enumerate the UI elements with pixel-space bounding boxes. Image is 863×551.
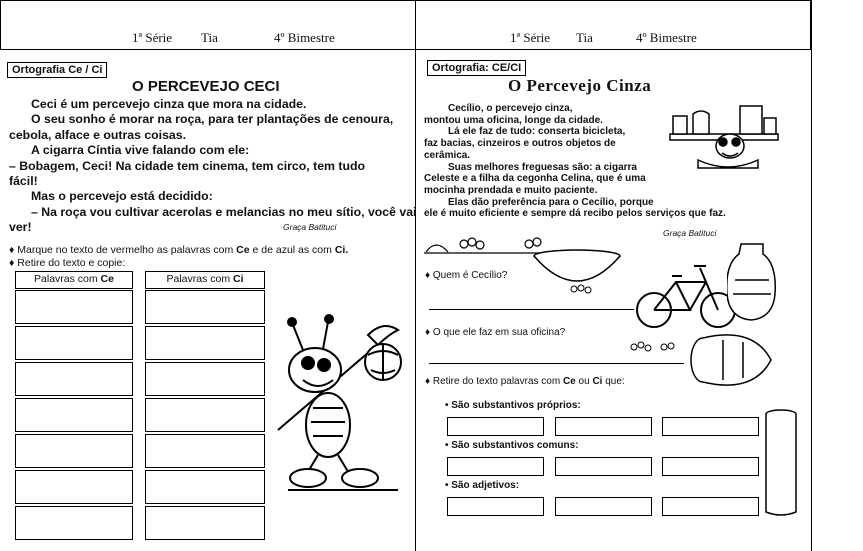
bicycle-illustration bbox=[634, 254, 738, 334]
header-serie-right: 1ª Série bbox=[510, 30, 551, 45]
question-text: que: bbox=[605, 376, 625, 387]
answer-cell-ce[interactable] bbox=[15, 398, 133, 432]
header-tia-right: Tia bbox=[576, 30, 593, 45]
percevejo-ceci-illustration bbox=[268, 300, 408, 495]
left-story bbox=[9, 97, 416, 236]
right-story-line: montou uma oficina, longe da cidade. bbox=[424, 114, 603, 126]
answer-cell-ce[interactable] bbox=[15, 434, 133, 468]
answer-cell-ce[interactable] bbox=[15, 290, 133, 324]
page-divider bbox=[415, 0, 416, 551]
flowers-decoration-2 bbox=[424, 283, 634, 295]
right-story-line: Elas dão preferência para o Cecílio, porque bbox=[448, 196, 654, 208]
answer-cell-ce[interactable] bbox=[15, 362, 133, 396]
right-author: Graça Batituci bbox=[663, 228, 717, 238]
left-story-line: Mas o percevejo está decidido: bbox=[31, 189, 213, 204]
bullet: ♦ bbox=[9, 257, 15, 269]
left-story-line: – Na roça vou cultivar acerolas e melancias no meu sítio, você vai bbox=[31, 204, 417, 219]
instr-ce: Ce bbox=[236, 244, 250, 256]
answer-cell-ce[interactable] bbox=[15, 470, 133, 504]
right-story-line: cerâmica. bbox=[424, 149, 471, 161]
left-author: Graça Batituci bbox=[283, 222, 337, 232]
workshop-shelf-illustration bbox=[668, 96, 783, 181]
instr-text: e de azul as com bbox=[252, 244, 332, 256]
answer-line-2[interactable] bbox=[429, 363, 684, 364]
right-story-line: Celeste e a filha da cegonha Celina, que é uma bbox=[424, 173, 646, 185]
right-topic-tag: Ortografia: CE/CI bbox=[427, 60, 526, 76]
left-story-line: cebola, alface e outras coisas. bbox=[9, 127, 187, 142]
left-story-line: Ceci é um percevejo cinza que mora na cidade. bbox=[31, 97, 307, 111]
tall-jar-illustration bbox=[762, 408, 800, 518]
answer-box-adjetivos[interactable] bbox=[662, 497, 759, 516]
answer-box-proprios[interactable] bbox=[555, 417, 652, 436]
bullet: ♦ bbox=[425, 376, 431, 387]
left-page-title: O PERCEVEJO CECI bbox=[132, 78, 280, 95]
header-bimestre-right: 4º Bimestre bbox=[636, 30, 697, 45]
bullet: ♦ bbox=[9, 244, 15, 256]
col-header-text: Palavras com bbox=[166, 273, 231, 285]
vase-illustration bbox=[727, 240, 777, 324]
answer-cell-ci[interactable] bbox=[145, 398, 265, 432]
question-text: Quem é Cecílio? bbox=[432, 270, 508, 281]
bullet: ♦ bbox=[425, 327, 431, 338]
q3-ce: Ce bbox=[562, 376, 576, 387]
instr-ci: Ci bbox=[334, 244, 346, 256]
answer-box-adjetivos[interactable] bbox=[555, 497, 652, 516]
question-text: Retire do texto palavras com bbox=[432, 376, 561, 387]
answer-box-adjetivos[interactable] bbox=[447, 497, 544, 516]
question-2 bbox=[425, 327, 565, 338]
pot-illustration bbox=[683, 330, 777, 394]
answer-box-comuns[interactable] bbox=[447, 457, 544, 476]
question-1 bbox=[425, 270, 507, 281]
answer-cell-ci[interactable] bbox=[145, 290, 265, 324]
left-story-line: fácil! bbox=[9, 174, 38, 189]
right-story-line: Suas melhores freguesas são: a cigarra bbox=[448, 161, 637, 173]
answer-cell-ce[interactable] bbox=[15, 506, 133, 540]
bullet: ♦ bbox=[425, 270, 431, 281]
right-story-line: faz bacias, cinzeiros e outros objetos de bbox=[424, 138, 616, 150]
left-instruction-2 bbox=[9, 257, 125, 269]
sub-adjetivos: • São adjetivos: bbox=[445, 480, 520, 491]
answer-box-comuns[interactable] bbox=[555, 457, 652, 476]
question-text: O que ele faz em sua oficina? bbox=[432, 327, 566, 338]
instr-text: Retire do texto e copie: bbox=[17, 257, 126, 269]
header-bimestre-left: 4º Bimestre bbox=[274, 30, 335, 45]
right-story-line: ele é muito eficiente e sempre dá recibo pelos serviços que faz. bbox=[424, 208, 726, 220]
left-story-line: ver! bbox=[9, 220, 32, 235]
left-instruction-1: ♦ Marque no texto de vermelho as palavras com Ce e de azul as com Ci. bbox=[9, 244, 349, 256]
header-serie-left: 1ª Série bbox=[132, 30, 173, 45]
answer-cell-ci[interactable] bbox=[145, 434, 265, 468]
right-border bbox=[811, 0, 812, 551]
answer-cell-ci[interactable] bbox=[145, 506, 265, 540]
bowl-illustration bbox=[531, 248, 623, 288]
left-story-line: – Bobagem, Ceci! Na cidade tem cinema, tem circo, tem tudo bbox=[9, 158, 366, 173]
answer-box-proprios[interactable] bbox=[662, 417, 759, 436]
q3-ci: Ci bbox=[592, 376, 603, 387]
question-text: ou bbox=[578, 376, 590, 387]
col-header-ce bbox=[15, 273, 133, 285]
sub-comuns: • São substantivos comuns: bbox=[445, 440, 579, 451]
col-header-bold: Ci bbox=[233, 273, 244, 285]
right-story-line: Lá ele faz de tudo: conserta bicicleta, bbox=[448, 126, 626, 138]
instr-text: Marque no texto de vermelho as palavras com bbox=[17, 244, 234, 256]
answer-cell-ci[interactable] bbox=[145, 362, 265, 396]
question-3 bbox=[425, 376, 625, 387]
answer-cell-ci[interactable] bbox=[145, 470, 265, 504]
left-story-line: A cigarra Cíntia vive falando com ele: bbox=[31, 143, 250, 158]
right-story-line: Cecílio, o percevejo cinza, bbox=[448, 103, 573, 114]
answer-line-1[interactable] bbox=[429, 309, 634, 310]
left-story-line: O seu sonho é morar na roça, para ter plantações de cenoura, bbox=[31, 112, 394, 127]
left-topic-tag: Ortografia Ce / Ci bbox=[7, 62, 107, 78]
col-header-ci bbox=[145, 273, 265, 285]
right-page-title: O Percevejo Cinza bbox=[508, 76, 652, 95]
answer-box-proprios[interactable] bbox=[447, 417, 544, 436]
header-tia-left: Tia bbox=[201, 30, 218, 45]
answer-cell-ce[interactable] bbox=[15, 326, 133, 360]
answer-cell-ci[interactable] bbox=[145, 326, 265, 360]
answer-box-comuns[interactable] bbox=[662, 457, 759, 476]
col-header-bold: Ce bbox=[100, 273, 114, 285]
flowers-decoration-3 bbox=[424, 340, 694, 354]
sub-proprios: • São substantivos próprios: bbox=[445, 400, 581, 411]
col-header-text: Palavras com bbox=[34, 273, 98, 285]
right-story-line: mocinha prendada e muito paciente. bbox=[424, 184, 598, 196]
